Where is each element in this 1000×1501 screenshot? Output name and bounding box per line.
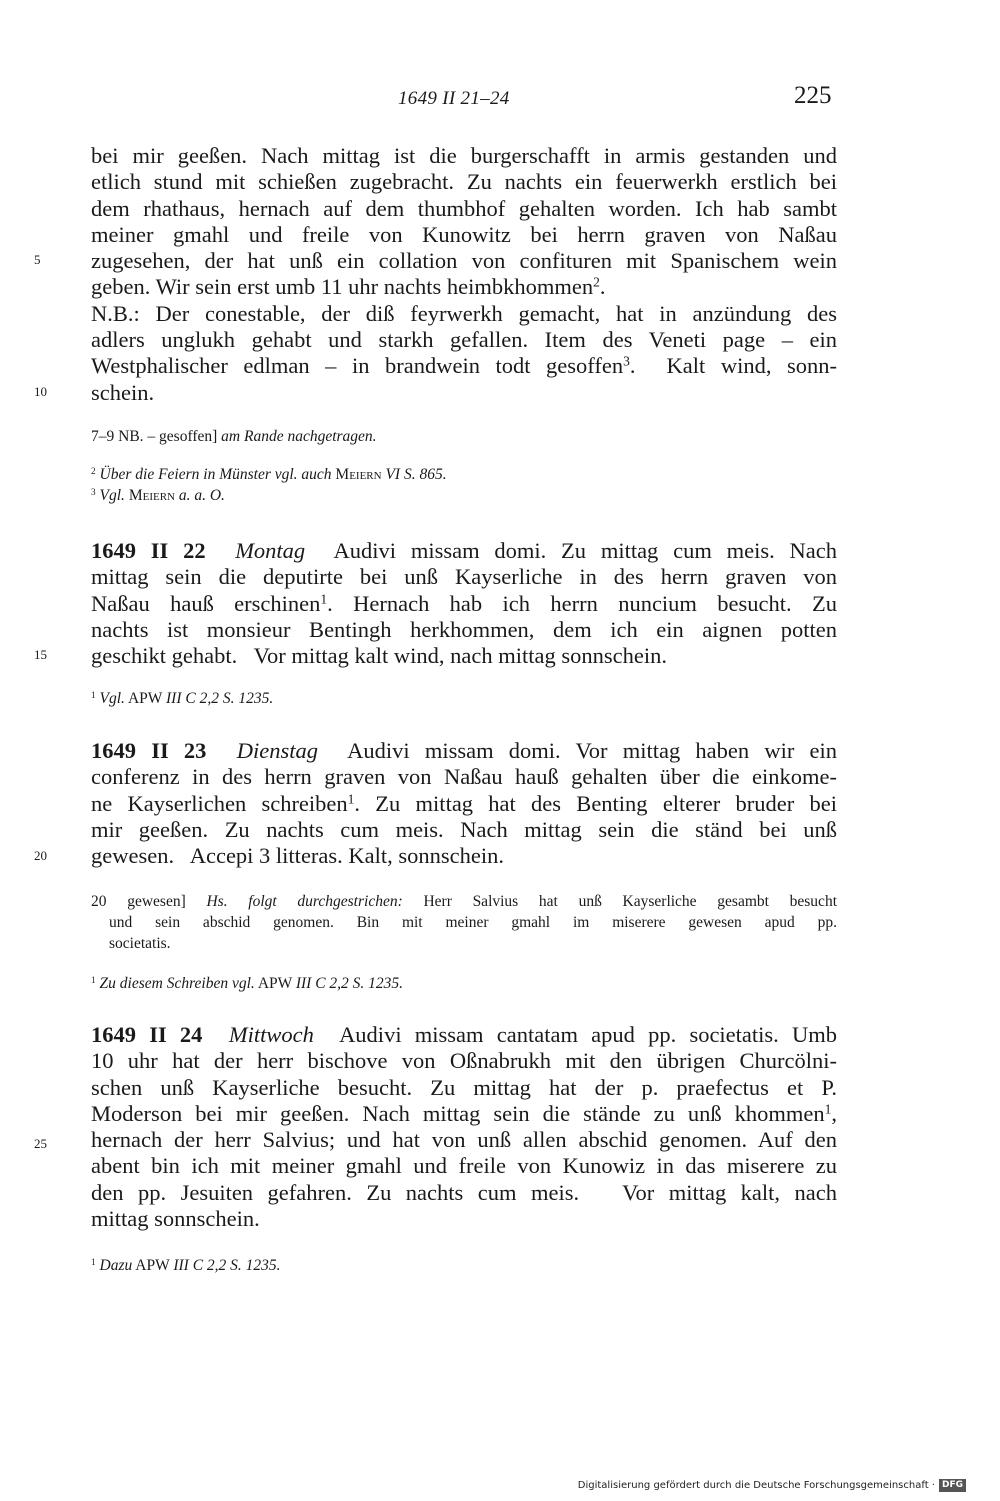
credit-text: Digitalisierung gefördert durch die Deutsche Forschungsgemeinschaft ·: [577, 1480, 935, 1491]
footnote-ref: 1: [824, 1101, 832, 1117]
text-line: 10 uhr hat der herr bischove von Oßnabrukh mit den übrigen Churcölni-: [91, 1048, 837, 1074]
text-fragment: Naßau hauß erschinen: [91, 590, 321, 616]
diary-entry-1649-ii-24: [91, 1022, 837, 1232]
text-line: [91, 274, 837, 300]
dfg-logo: DFG: [939, 1479, 966, 1492]
apparatus-entry: [91, 426, 837, 447]
text-line: zugesehen, der hat unß ein collation von confituren mit Spanischem wein: [91, 248, 837, 274]
apparatus-text: Herr Salvius hat unß Kayserliche gesambt besucht: [423, 893, 837, 910]
entry-continuation: [91, 143, 837, 406]
textual-apparatus: [91, 891, 837, 954]
footnotes: [91, 464, 837, 506]
line-number: 20: [34, 848, 47, 863]
text-fragment: ,: [831, 1100, 837, 1126]
entry-date: 1649 II 23: [91, 738, 207, 763]
footnotes: [91, 688, 837, 709]
footnote: [91, 688, 837, 709]
footnote-text: Zu diesem Schreiben vgl.: [99, 975, 255, 992]
text-fragment: Audivi missam domi. Zu mittag cum meis. Nach: [333, 538, 837, 563]
footnote-ref: 1: [320, 591, 328, 607]
footnotes: [91, 973, 837, 994]
footnote: [91, 485, 837, 506]
text-fragment: geben. Wir sein erst umb 11 uhr nachts heimbkhommen: [91, 274, 594, 300]
text-fragment: .: [599, 274, 606, 300]
footnote-text: APW: [127, 690, 163, 707]
text-line: mittag sonnschein.: [91, 1206, 260, 1232]
footnote-mark: 1: [91, 1257, 96, 1268]
apparatus-ref: 7–9 NB. – gesoffen]: [91, 428, 218, 445]
footnote-text: a. a. O.: [178, 487, 225, 504]
text-line: schen unß Kayserliche besucht. Zu mittag hat der p. praefectus et P.: [91, 1074, 837, 1100]
text-line: meiner gmahl und freile von Kunowitz bei herrn graven von Naßau: [91, 221, 837, 247]
text-line: mittag sein die deputirte bei unß Kayserliche in des herrn graven von: [91, 564, 837, 590]
line-number: 10: [34, 384, 47, 399]
running-title: 1649 II 21–24: [398, 88, 510, 109]
footnote-text: III C 2,2 S. 1235.: [166, 690, 274, 707]
page-number: 225: [794, 82, 832, 109]
text-line: [91, 791, 837, 817]
footnote-text: VI S. 865.: [385, 466, 447, 483]
text-fragment: Westphalischer edlman – in brandwein todt gesoffen: [91, 353, 624, 379]
footnote: [91, 1255, 837, 1276]
apparatus-entry: [91, 891, 837, 912]
text-line: schein.: [91, 379, 155, 405]
footnote: [91, 973, 837, 994]
text-fragment: Moderson bei mir geeßen. Nach mittag sein die stände zu unß khommen: [91, 1100, 825, 1126]
apparatus-label: Hs. folgt durchgestrichen:: [206, 893, 403, 910]
text-fragment: . Kalt wind, sonn-: [629, 353, 837, 379]
apparatus-entry: societatis.: [109, 935, 171, 952]
text-fragment: . Hernach hab ich herrn nuncium besucht. Zu: [327, 590, 837, 616]
entry-weekday: Mittwoch: [228, 1022, 314, 1047]
footnote-text: III C 2,2 S. 1235.: [295, 975, 404, 992]
text-line: abent bin ich mit meiner gmahl und freile von Kunowiz in das miserere zu: [91, 1153, 837, 1179]
apparatus-text: am Rande nachgetragen.: [221, 428, 377, 445]
footnote-author: Meiern: [335, 466, 382, 483]
text-line: geschikt gehabt. Vor mittag kalt wind, nach mittag sonnschein.: [91, 643, 667, 669]
text-line: etlich stund mit schießen zugebracht. Zu nachts ein feuerwerkh erstlich bei: [91, 169, 837, 195]
footnote-text: APW: [257, 975, 292, 992]
footnotes: [91, 1255, 837, 1276]
entry-weekday: Dienstag: [236, 738, 319, 763]
text-line: den pp. Jesuiten gefahren. Zu nachts cum meis. Vor mittag kalt, nach: [91, 1179, 837, 1205]
line-number: 25: [34, 1136, 47, 1151]
entry-date: 1649 II 22: [91, 538, 206, 563]
footnote-ref: 1: [347, 791, 355, 807]
apparatus-ref: 20 gewesen]: [91, 893, 186, 910]
text-line: gewesen. Accepi 3 litteras. Kalt, sonnschein.: [91, 843, 505, 869]
text-line: [91, 738, 837, 764]
text-line: [91, 1101, 837, 1127]
footnote-text: Vgl.: [99, 487, 125, 504]
text-line: [91, 1022, 837, 1048]
textual-apparatus: [91, 426, 837, 447]
footnote-mark: 1: [91, 690, 96, 701]
text-line: conferenz in des herrn graven von Naßau hauß gehalten über die einkome-: [91, 764, 837, 790]
footnote-author: Meiern: [128, 487, 175, 504]
footnote-mark: 3: [91, 487, 96, 498]
line-number: 5: [34, 252, 41, 267]
diary-entry-1649-ii-23: [91, 738, 837, 869]
footnote-text: Über die Feiern in Münster vgl. auch: [99, 466, 332, 483]
apparatus-entry: und sein abschid genomen. Bin mit meiner gmahl im miserere gewesen apud pp.: [109, 914, 837, 931]
text-line: [91, 591, 837, 617]
text-line: hernach der herr Salvius; und hat von unß allen abschid genomen. Auf den: [91, 1127, 837, 1153]
text-fragment: Audivi missam cantatam apud pp. societatis. Umb: [339, 1022, 837, 1047]
text-line: dem rhathaus, hernach auf dem thumbhof gehalten worden. Ich hab sambt: [91, 195, 837, 221]
text-line: mir geeßen. Zu nachts cum meis. Nach mittag sein die ständ bei unß: [91, 816, 837, 842]
text-fragment: Audivi missam domi. Vor mittag haben wir ein: [347, 738, 837, 763]
footnote-ref: 3: [623, 353, 630, 369]
entry-weekday: Montag: [235, 538, 306, 563]
entry-date: 1649 II 24: [91, 1022, 203, 1047]
footnote-text: Dazu: [99, 1257, 133, 1274]
footnote-text: III C 2,2 S. 1235.: [173, 1257, 281, 1274]
text-fragment: . Zu mittag hat des Benting elterer bruder bei: [354, 790, 837, 816]
text-line: bei mir geeßen. Nach mittag ist die burgerschafft in armis gestanden und: [91, 143, 837, 168]
digitization-credit: [578, 1479, 966, 1492]
footnote-mark: 2: [91, 466, 96, 477]
text-fragment: ne Kayserlichen schreiben: [91, 790, 348, 816]
footnote: [91, 464, 837, 485]
footnote-ref: 2: [593, 275, 600, 291]
text-line: adlers unglukh gehabt und starkh gefallen. Item des Veneti page – ein: [91, 327, 837, 353]
diary-entry-1649-ii-22: [91, 538, 837, 669]
line-number: 15: [34, 647, 47, 662]
text-line: [91, 353, 837, 379]
text-line: nachts ist monsieur Bentingh herkhommen, dem ich ein aignen potten: [91, 616, 837, 642]
footnote-text: APW: [135, 1257, 170, 1274]
footnote-text: Vgl.: [99, 690, 125, 707]
text-line: [91, 538, 837, 564]
text-line: N.B.: Der conestable, der diß feyrwerkh gemacht, hat in anzündung des: [91, 300, 837, 326]
footnote-mark: 1: [91, 975, 96, 986]
